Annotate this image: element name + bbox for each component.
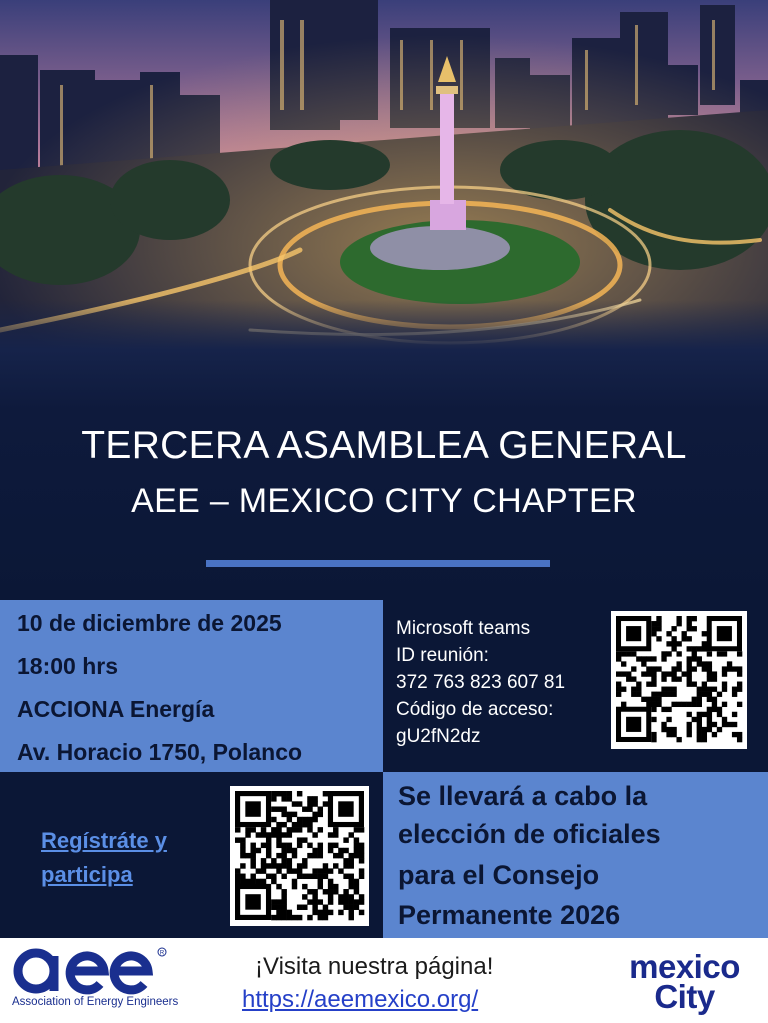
- register-qr-code[interactable]: [230, 786, 369, 926]
- visit-text: ¡Visita nuestra página!: [255, 953, 494, 980]
- footer: [0, 938, 768, 1023]
- register-link[interactable]: Regístráte y: [41, 828, 167, 853]
- title-divider: [206, 560, 550, 567]
- election-line-2: elección de oficiales: [398, 819, 661, 849]
- meeting-qr-code[interactable]: [611, 611, 747, 749]
- page-subtitle: AEE – MEXICO CITY CHAPTER: [131, 482, 637, 520]
- hero-photo: [0, 0, 768, 350]
- logo-word-city: City: [654, 978, 715, 1015]
- website-link[interactable]: https://aeemexico.org/: [242, 986, 479, 1013]
- svg-text:R: R: [159, 950, 165, 957]
- event-date: 10 de diciembre de 2025: [17, 610, 282, 636]
- election-line-1: Se llevará a cabo la: [398, 781, 648, 811]
- meeting-id-label: ID reunión:: [396, 645, 489, 666]
- register-link-continued[interactable]: participa: [41, 862, 133, 887]
- access-code-value: gU2fN2dz: [396, 726, 481, 747]
- election-line-4: Permanente 2026: [398, 900, 621, 930]
- register-panel: [0, 772, 383, 938]
- aee-logo: [10, 944, 170, 1001]
- logo-word-mexico: mexico: [629, 948, 740, 985]
- aee-org-name: Association of Energy Engineers: [12, 996, 179, 1008]
- event-address: Av. Horacio 1750, Polanco: [17, 739, 303, 765]
- meeting-platform: Microsoft teams: [396, 618, 531, 639]
- election-line-3: para el Consejo: [398, 860, 600, 890]
- meeting-info: [383, 600, 768, 772]
- access-code-label: Código de acceso:: [396, 699, 554, 720]
- event-venue: ACCIONA Energía: [17, 696, 215, 722]
- event-details: [0, 600, 383, 772]
- mexico-city-logo: [612, 948, 757, 1015]
- meeting-id-value: 372 763 823 607 81: [396, 672, 566, 693]
- page-title: TERCERA ASAMBLEA GENERAL: [81, 424, 687, 467]
- election-notice: [383, 772, 768, 938]
- event-time: 18:00 hrs: [17, 653, 119, 679]
